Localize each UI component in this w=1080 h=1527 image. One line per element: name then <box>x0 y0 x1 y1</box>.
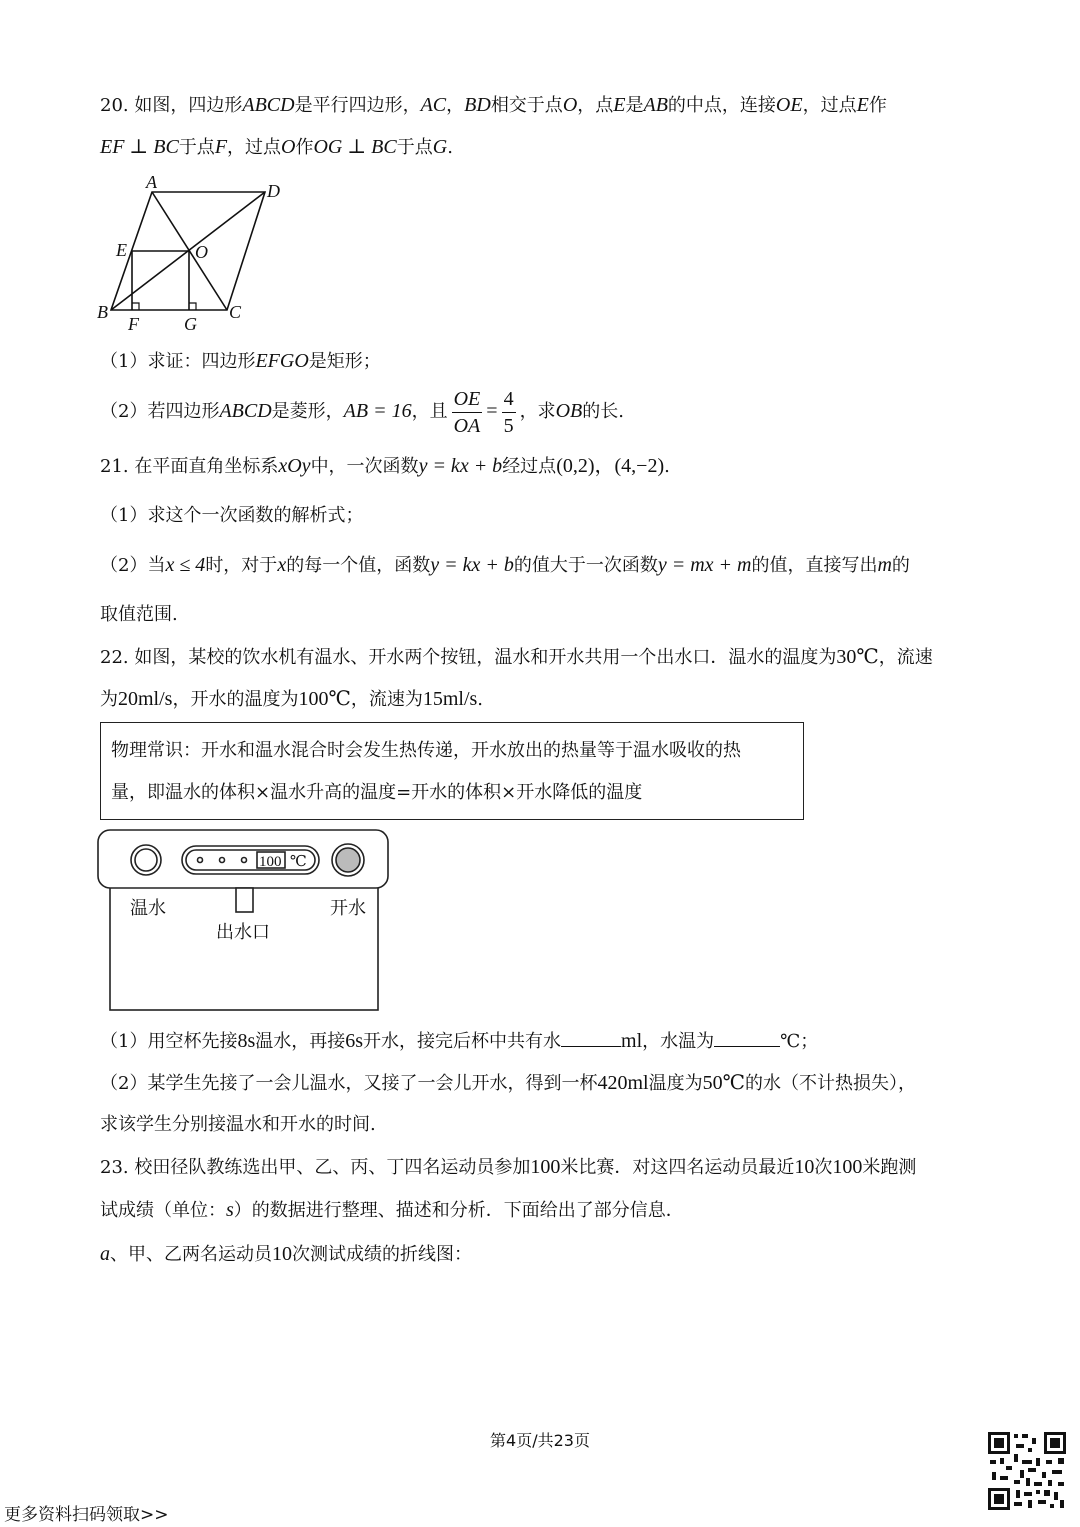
value-20mls: 20ml/s <box>118 688 173 710</box>
fraction-numerator: OE <box>452 386 483 413</box>
hot-water-label: 开水 <box>330 898 366 919</box>
q22-part1 <box>100 1027 818 1056</box>
q21-text: 的值大于一次函数 <box>513 555 658 576</box>
q23-text: 次测试成绩的折线图： <box>292 1244 472 1265</box>
q20-text: ， <box>446 95 465 116</box>
q20-text: ，过点 <box>227 137 282 158</box>
q23-line1 <box>100 1153 916 1182</box>
value-100: 100 <box>530 1156 561 1178</box>
math-ab-eq-16: AB = 16 <box>343 400 412 422</box>
unit-ml: ml <box>621 1030 643 1052</box>
parallelogram-figure <box>92 170 292 335</box>
q23-text: 次 <box>814 1157 833 1178</box>
q21-text: 经过点 <box>502 456 557 477</box>
more-materials-link[interactable]: 更多资料扫码领取>> <box>4 1505 169 1525</box>
math-function-m: y = mx + m <box>657 554 752 576</box>
q20-text: 于点 <box>396 137 433 158</box>
q20-line2 <box>100 133 453 162</box>
math-bd: BD <box>464 94 491 116</box>
q22-text: ℃； <box>780 1031 819 1052</box>
q22-text: ，流速为 <box>350 689 423 710</box>
math-xoy: xOy <box>278 455 311 477</box>
math-ef-perp-bc: EF ⊥ BC <box>100 136 179 158</box>
q23-text: 23. 校田径队教练选出甲、乙、丙、丁四名运动员参加 <box>100 1157 531 1178</box>
q20-text: 于点 <box>178 137 215 158</box>
q23-text: 米跑测 <box>862 1157 917 1178</box>
q20-text: ，且 <box>411 401 448 422</box>
math-function: y = kx + b <box>430 554 514 576</box>
math-ob: OB <box>555 400 583 422</box>
q22-text: 温水，再接 <box>255 1031 346 1052</box>
q20-text: （1）求证：四边形 <box>100 351 256 372</box>
q22-text: 温度为 <box>648 1073 703 1094</box>
q20-text: 是矩形； <box>308 351 381 372</box>
q23-text: 米比赛．对这四名运动员最近 <box>560 1157 795 1178</box>
q20-text: ，点 <box>577 95 614 116</box>
label-d: D <box>267 181 280 201</box>
value-30c: 30℃ <box>836 646 879 668</box>
math-condition: x ≤ 4 <box>165 554 206 576</box>
answer-blank-volume[interactable] <box>561 1028 621 1047</box>
q20-line1 <box>100 91 887 120</box>
display-value: 100 <box>259 854 282 870</box>
physics-note-line1: 物理常识：开水和温水混合时会发生热传递，开水放出的热量等于温水吸收的热 <box>111 740 741 761</box>
display-unit: ℃ <box>290 854 307 870</box>
math-og-perp-bc: OG ⊥ BC <box>313 136 397 158</box>
q20-part1 <box>100 347 381 376</box>
q22-text: 22. 如图，某校的饮水机有温水、开水两个按钮，温水和开水共用一个出水口．温水的温度为 <box>100 647 837 668</box>
math-efgo: EFGO <box>255 350 309 372</box>
q23-text: 试成绩（单位： <box>100 1200 226 1221</box>
math-f: F <box>214 136 228 158</box>
label-o: O <box>195 242 208 262</box>
q22-text: ，开水的温度为 <box>172 689 299 710</box>
hot-button-inner <box>336 848 360 872</box>
label-b: B <box>97 302 108 322</box>
math-function: y = kx + b <box>418 455 503 477</box>
value-100: 100 <box>832 1156 863 1178</box>
qr-code-icon[interactable] <box>986 1430 1068 1512</box>
math-o: O <box>562 94 578 116</box>
q21-line1 <box>100 452 670 481</box>
water-outlet <box>236 888 253 912</box>
q22-line2 <box>100 685 483 714</box>
q22-text: 的水（不计热损失）， <box>744 1073 916 1094</box>
q20-text: ，求 <box>519 401 556 422</box>
fraction-denominator: OA <box>453 414 481 437</box>
value-50c: 50℃ <box>702 1072 745 1094</box>
label-a: A <box>146 172 157 192</box>
value-10: 10 <box>794 1156 815 1178</box>
q22-text: ，流速 <box>878 647 933 668</box>
math-equals: = <box>486 400 498 422</box>
math-x: x <box>277 554 287 576</box>
q20-text: （2）若四边形 <box>100 401 220 422</box>
q21-part1: （1）求这个一次函数的解析式； <box>100 505 364 526</box>
q21-text: 的值，直接写出 <box>751 555 878 576</box>
q22-text: （1）用空杯先接 <box>100 1031 238 1052</box>
value-10: 10 <box>272 1243 292 1265</box>
value-6s: 6s <box>345 1030 364 1052</box>
q22-line1 <box>100 643 933 672</box>
q22-part2-line2: 求该学生分别接温水和开水的时间. <box>100 1114 376 1135</box>
q21-part2 <box>100 551 910 580</box>
value-100c: 100℃ <box>298 688 351 710</box>
q20-text: 是平行四边形， <box>294 95 421 116</box>
q20-text: 是菱形， <box>271 401 344 422</box>
q20-text: 的长. <box>582 401 624 422</box>
q23-line3 <box>100 1240 472 1269</box>
unit-s: s <box>226 1199 234 1221</box>
value-420ml: 420ml <box>597 1072 649 1094</box>
fraction-numerator: 4 <box>502 386 516 413</box>
q20-text: 作 <box>868 95 887 116</box>
math-oe: OE <box>775 94 803 116</box>
math-o: O <box>281 136 296 158</box>
label-g: G <box>184 314 197 334</box>
q23-text: 、甲、乙两名运动员 <box>110 1244 272 1265</box>
fraction-oe-oa <box>452 386 483 439</box>
q20-text: ，过点 <box>802 95 857 116</box>
right-angle-g <box>189 303 196 310</box>
water-dispenser-figure <box>96 826 392 1016</box>
math-points: (0,2)，(4,−2) <box>556 455 665 477</box>
right-angle-f <box>132 303 139 310</box>
math-ac: AC <box>420 94 447 116</box>
q21-text: . <box>664 456 670 477</box>
q22-text: . <box>477 689 484 710</box>
q20-text: 作 <box>295 137 314 158</box>
q20-part2 <box>100 383 624 440</box>
q22-text: 开水，接完后杯中共有水 <box>363 1031 562 1052</box>
label-c: C <box>229 302 242 322</box>
label-e: E <box>116 240 127 260</box>
q20-text: 是 <box>625 95 644 116</box>
q21-text: 的 <box>891 555 910 576</box>
label-f: F <box>128 314 139 334</box>
fraction-denominator: 5 <box>503 414 514 437</box>
page-number: 第4页/共23页 <box>490 1431 590 1450</box>
q21-part2-line2: 取值范围. <box>100 604 178 625</box>
q22-text: （2）某学生先接了一会儿温水，又接了一会儿开水，得到一杯 <box>100 1073 598 1094</box>
physics-note-line2: 量，即温水的体积×温水升高的温度=开水的体积×开水降低的温度 <box>111 782 643 803</box>
math-a: a <box>100 1243 110 1265</box>
q20-text: . <box>447 137 453 158</box>
q22-part2 <box>100 1069 916 1098</box>
q22-text: ，水温为 <box>642 1031 715 1052</box>
math-ab: AB <box>643 94 668 116</box>
value-8s: 8s <box>237 1030 256 1052</box>
math-e: E <box>856 94 869 116</box>
q22-text: 为 <box>100 689 118 710</box>
q23-text: ）的数据进行整理、描述和分析．下面给出了部分信息． <box>233 1200 684 1221</box>
math-m: m <box>877 554 892 576</box>
outlet-label: 出水口 <box>216 922 270 943</box>
q20-text: 相交于点 <box>490 95 563 116</box>
fraction-4-5 <box>502 386 516 439</box>
answer-blank-temperature[interactable] <box>714 1028 780 1047</box>
q21-text: 的每一个值，函数 <box>286 555 431 576</box>
math-abcd: ABCD <box>219 400 272 422</box>
q23-line2 <box>100 1196 684 1225</box>
math-abcd: ABCD <box>242 94 295 116</box>
q21-text: 中，一次函数 <box>310 456 419 477</box>
q21-text: 时，对于 <box>205 555 278 576</box>
q20-text: 的中点，连接 <box>667 95 776 116</box>
value-15mls: 15ml/s <box>422 688 478 710</box>
math-g: G <box>432 136 448 158</box>
warm-water-label: 温水 <box>130 898 166 919</box>
math-e: E <box>613 94 626 116</box>
q21-text: 21. 在平面直角坐标系 <box>100 456 279 477</box>
physics-note-box <box>100 722 804 820</box>
q20-text: 20. 如图，四边形 <box>100 95 243 116</box>
q21-text: （2）当 <box>100 555 166 576</box>
